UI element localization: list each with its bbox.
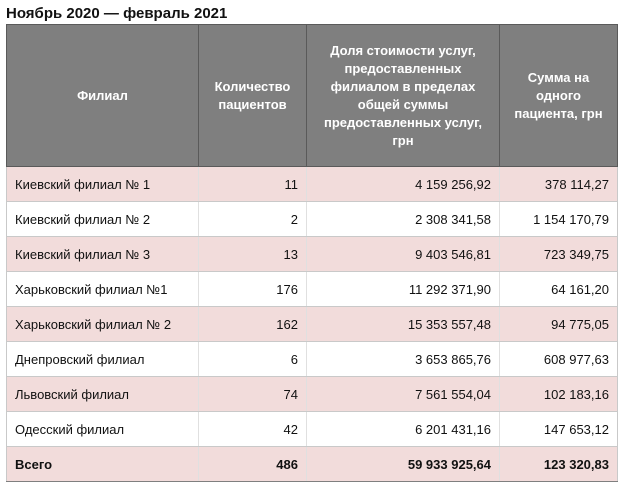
header-patients: Количество пациентов	[199, 25, 307, 167]
cell-patients: 74	[199, 377, 307, 412]
cell-branch: Одесский филиал	[7, 412, 199, 447]
header-per-patient: Сумма на одного пациента, грн	[500, 25, 618, 167]
cell-patients: 42	[199, 412, 307, 447]
table-row	[7, 202, 618, 237]
cell-patients: 2	[199, 202, 307, 237]
cell-per-patient: 378 114,27	[500, 167, 618, 202]
table-row	[7, 167, 618, 202]
cell-per-patient: 723 349,75	[500, 237, 618, 272]
table-row	[7, 412, 618, 447]
cell-share: 7 561 554,04	[307, 377, 500, 412]
cell-branch: Киевский филиал № 3	[7, 237, 199, 272]
cell-branch: Киевский филиал № 2	[7, 202, 199, 237]
cell-patients: 176	[199, 272, 307, 307]
cell-share: 6 201 431,16	[307, 412, 500, 447]
cell-share: 59 933 925,64	[307, 447, 500, 482]
cell-share: 15 353 557,48	[307, 307, 500, 342]
cell-share: 9 403 546,81	[307, 237, 500, 272]
cell-patients: 162	[199, 307, 307, 342]
header-share: Доля стоимости услуг, предоставленных филиалом в пределах общей суммы предоставленных услуг, грн	[307, 25, 500, 167]
cell-patients: 11	[199, 167, 307, 202]
cell-branch: Всего	[7, 447, 199, 482]
branch-stats-table	[6, 24, 618, 482]
total-row	[7, 447, 618, 482]
cell-per-patient: 1 154 170,79	[500, 202, 618, 237]
cell-per-patient: 147 653,12	[500, 412, 618, 447]
cell-share: 11 292 371,90	[307, 272, 500, 307]
cell-per-patient: 64 161,20	[500, 272, 618, 307]
cell-per-patient: 94 775,05	[500, 307, 618, 342]
table-row	[7, 307, 618, 342]
cell-share: 4 159 256,92	[307, 167, 500, 202]
cell-per-patient: 608 977,63	[500, 342, 618, 377]
table-row	[7, 342, 618, 377]
cell-branch: Киевский филиал № 1	[7, 167, 199, 202]
cell-branch: Харьковский филиал №1	[7, 272, 199, 307]
cell-per-patient: 102 183,16	[500, 377, 618, 412]
table-row	[7, 272, 618, 307]
header-branch: Филиал	[7, 25, 199, 167]
table-row	[7, 237, 618, 272]
cell-share: 2 308 341,58	[307, 202, 500, 237]
table-row	[7, 377, 618, 412]
cell-patients: 486	[199, 447, 307, 482]
cell-branch: Харьковский филиал № 2	[7, 307, 199, 342]
cell-patients: 13	[199, 237, 307, 272]
page-title: Ноябрь 2020 — февраль 2021	[6, 5, 228, 22]
table-header-row	[7, 25, 618, 167]
cell-share: 3 653 865,76	[307, 342, 500, 377]
cell-patients: 6	[199, 342, 307, 377]
cell-branch: Львовский филиал	[7, 377, 199, 412]
cell-per-patient: 123 320,83	[500, 447, 618, 482]
cell-branch: Днепровский филиал	[7, 342, 199, 377]
